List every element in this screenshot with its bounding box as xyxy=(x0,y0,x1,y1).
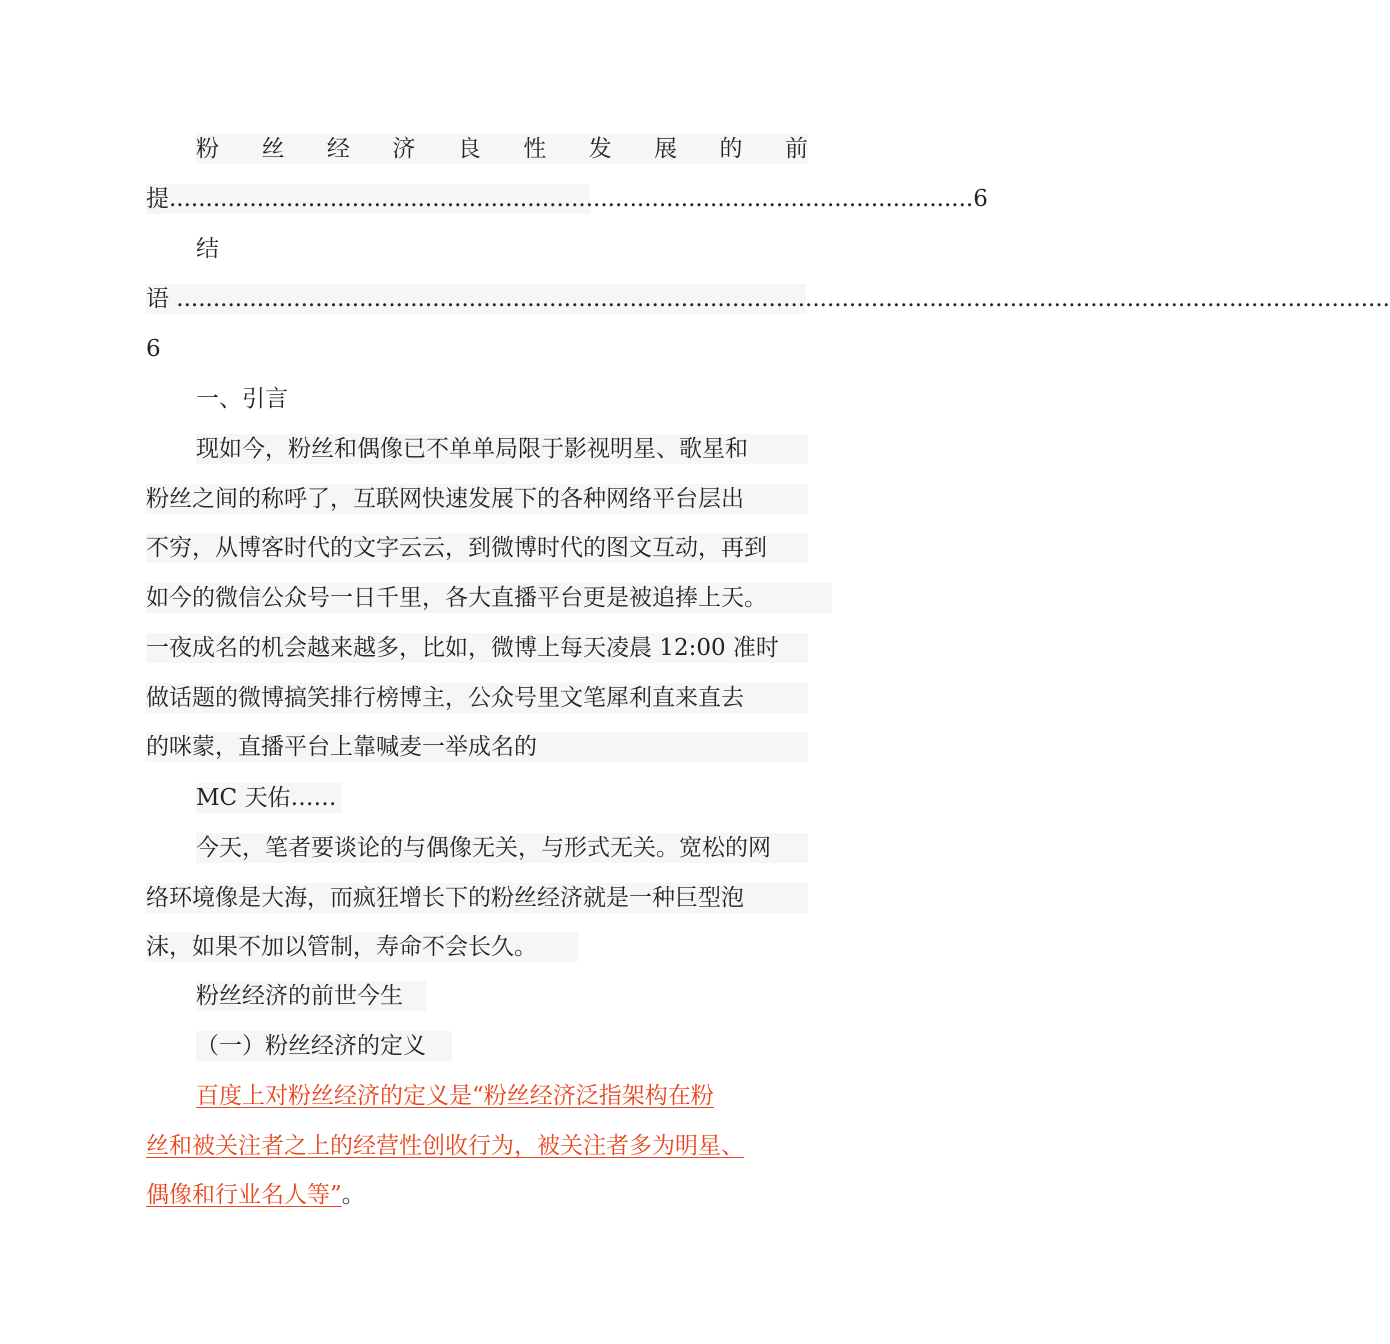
paragraph-1-line: 现如今，粉丝和偶像已不单单局限于影视明星、歌星和 xyxy=(196,434,808,464)
toc-entry-1-char: 丝 xyxy=(261,136,285,162)
paragraph-1-line: 的咪蒙，直播平台上靠喊麦一举成名的 xyxy=(146,732,808,762)
toc-entry-1-char: 经 xyxy=(326,136,350,162)
toc-entry-1-char: 济 xyxy=(392,136,416,162)
toc-entry-1-char: 展 xyxy=(654,136,678,162)
paragraph-1-line: 不穷，从博客时代的文字云云，到微博时代的图文互动，再到 xyxy=(146,533,808,563)
subsection-heading: （一）粉丝经济的定义 xyxy=(196,1031,452,1061)
toc-entry-1-char: 良 xyxy=(457,136,481,162)
paragraph-2-line: 今天，笔者要谈论的与偶像无关，与形式无关。宽松的网 xyxy=(196,833,808,863)
toc-entry-1-char: 性 xyxy=(523,136,547,162)
toc-entry-1-char: 前 xyxy=(784,136,808,162)
toc-entry-1-char: 发 xyxy=(588,136,612,162)
definition-link-text[interactable]: 百度上对粉丝经济的定义是“粉丝经济泛指架构在粉 xyxy=(196,1083,714,1109)
paragraph-2-line: 络环境像是大海，而疯狂增长下的粉丝经济就是一种巨型泡 xyxy=(146,883,808,913)
paragraph-1-last-line: MC 天佑…… xyxy=(196,783,342,813)
definition-link-text[interactable]: 丝和被关注者之上的经营性创收行为，被关注者多为明星、 xyxy=(146,1133,744,1159)
paragraph-1-line: 做话题的微博搞笑排行榜博主，公众号里文笔犀利直来直去 xyxy=(146,683,808,713)
toc-entry-2-page: 6 xyxy=(146,336,161,362)
definition-quote-line[interactable] xyxy=(146,1131,808,1161)
paragraph-2-line: 沫，如果不加以管制，寿命不会长久。 xyxy=(146,932,578,962)
toc-leader-dots: ...................................................................................................................................................................... xyxy=(169,286,1390,312)
paragraph-1-line: 如今的微信公众号一日千里，各大直播平台更是被追捧上天。 xyxy=(146,583,832,613)
toc-entry-2-cont: 语 xyxy=(146,286,169,312)
paragraph-1-line: 粉丝之间的称呼了，互联网快速发展下的各种网络平台层出 xyxy=(146,484,808,514)
section-heading: 一、引言 xyxy=(196,386,288,412)
toc-entry-2-leader[interactable] xyxy=(146,284,1390,314)
toc-entry-2-title[interactable]: 结 xyxy=(196,236,219,262)
toc-entry-1-leader[interactable] xyxy=(146,184,988,214)
toc-entry-1-cont: 提 xyxy=(146,186,169,212)
definition-end-punct: 。 xyxy=(341,1182,365,1208)
section-heading-2: 粉丝经济的前世今生 xyxy=(196,981,426,1011)
toc-entry-1-title[interactable] xyxy=(196,134,808,164)
paragraph-1-line: 一夜成名的机会越来越多，比如，微博上每天凌晨 12:00 准时 xyxy=(146,633,808,663)
toc-entry-1-page: 6 xyxy=(973,186,988,212)
toc-leader-dots: .............................................................................................................. xyxy=(169,186,974,212)
definition-quote-line[interactable] xyxy=(196,1081,808,1111)
definition-quote-line[interactable] xyxy=(146,1180,396,1210)
toc-entry-1-char: 粉 xyxy=(196,136,219,162)
toc-entry-1-char: 的 xyxy=(719,136,743,162)
definition-link-text[interactable]: 偶像和行业名人等” xyxy=(146,1182,342,1208)
